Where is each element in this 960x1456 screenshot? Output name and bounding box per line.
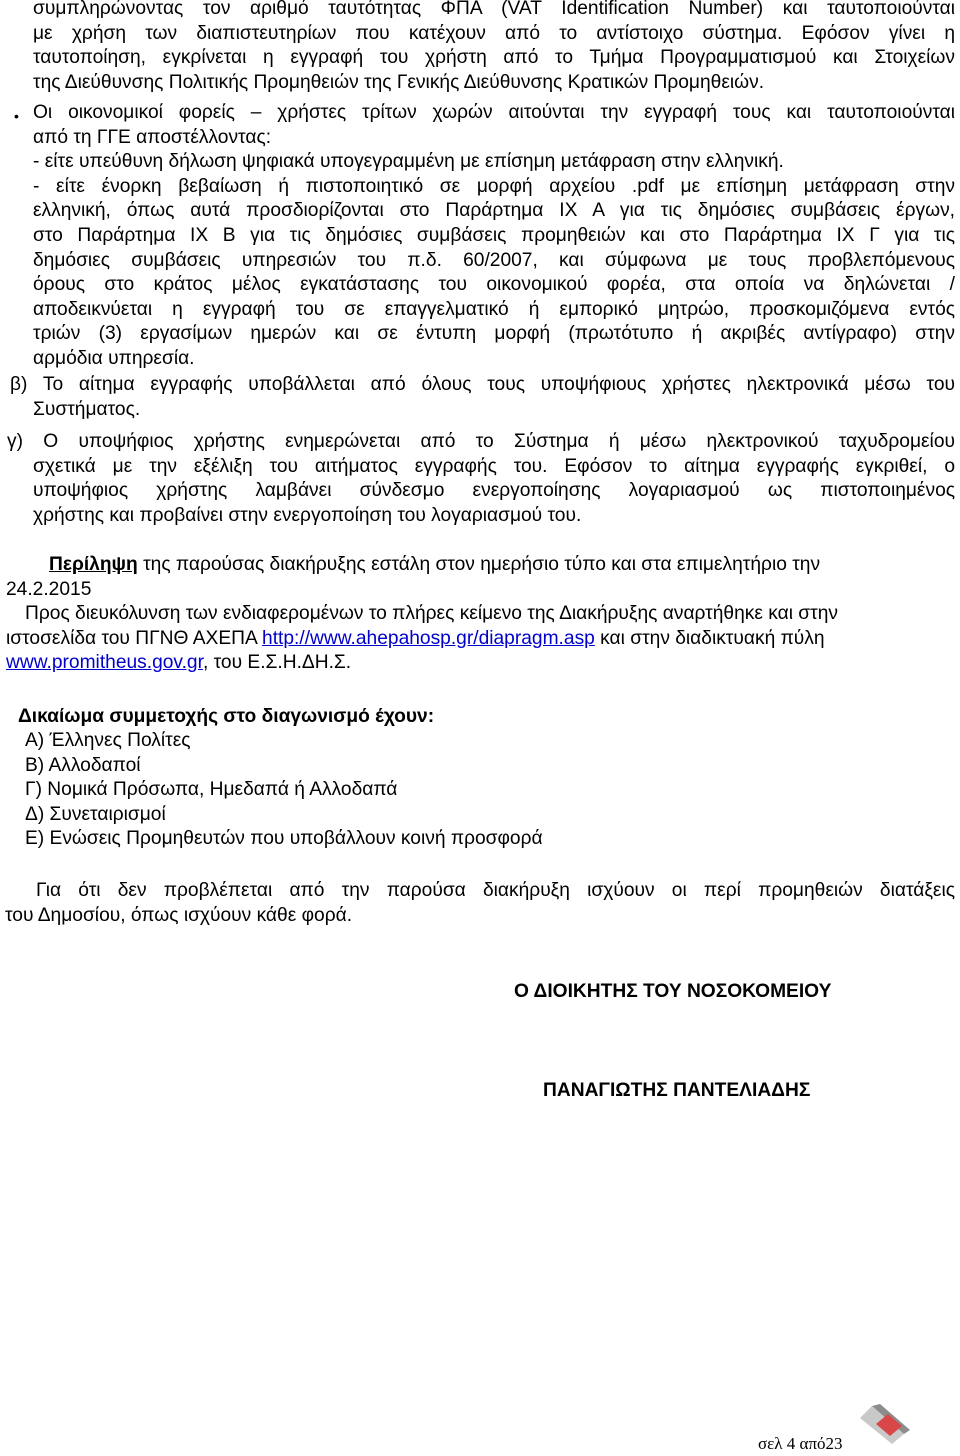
summary-line4-post: και στην διαδικτυακή πύλη [594, 627, 825, 649]
list-item: Δ) Συνεταιρισμοί [25, 803, 166, 825]
promitheus-link[interactable]: www.promitheus.gov.gr [6, 652, 203, 674]
beta-line: Συστήματος. [33, 398, 141, 420]
summary-date: 24.2.2015 [6, 578, 92, 600]
list-item: Γ) Νομικά Πρόσωπα, Ημεδαπά ή Αλλοδαπά [25, 779, 398, 801]
gamma-line: γ) Ο υποψήφιος χρήστης ενημερώνεται από το Σύστημα ή μέσω ηλεκτρονικού ταχυδρομείου [7, 431, 955, 452]
bullet-paragraph [33, 101, 955, 372]
list-item: Α) Έλληνες Πολίτες [25, 730, 191, 751]
bullet-line: δημόσιες συμβάσεις υπηρεσιών του π.δ. 60/2007, και σύμφωνα με τους προβλεπόμενους [33, 249, 955, 271]
intro-line: συμπληρώνοντας τον αριθμό ταυτότητας ΦΠΑ (VAT Identification Number) και ταυτοποιούνται [33, 0, 955, 19]
summary-line1-text: της παρούσας διακήρυξης εστάλη στον ημερήσιο τύπο και στα επιμελητήριο την [137, 554, 821, 575]
participation-block [18, 705, 918, 730]
bullet-line: ελληνική, όπως αυτά προσδιορίζονται στο Παράρτημα ΙΧ Α για τις δημόσιες συμβάσεις έργων, [33, 200, 955, 222]
gamma-line: χρήστης και προβαίνει στην ενεργοποίηση του λογαριασμού του. [33, 504, 582, 526]
list-item: Β) Αλλοδαποί [25, 754, 141, 776]
closing-line: Για ότι δεν προβλέπεται από την παρούσα διακήρυξη ισχύουν οι περί προμηθειών διατάξεις [36, 880, 955, 901]
bullet-line: από τη ΓΓΕ αποστέλλοντας: [33, 126, 272, 148]
closing-paragraph [5, 879, 955, 928]
signature-title: Ο ΔΙΟΙΚΗΤΗΣ ΤΟΥ ΝΟΣΟΚΟΜΕΙΟΥ [514, 981, 832, 1002]
bullet-icon: • [14, 108, 19, 124]
bullet-line: αποδεικνύεται η εγγραφή του σε επαγγελματικό ή εμπορικό μητρώο, προσκομιζόμενα εντός [33, 298, 955, 320]
summary-label: Περίληψη [49, 554, 138, 575]
summary-block [6, 553, 956, 676]
footer-logo-icon [856, 1404, 916, 1444]
intro-paragraph [33, 0, 955, 95]
list-item: Ε) Ενώσεις Προμηθευτών που υποβάλλουν κοινή προσφορά [25, 828, 543, 850]
bullet-line: τριών (3) εργασίμων ημερών και σε έντυπη μορφή (πρωτότυπο ή ακριβές αντίγραφο) στην [33, 323, 955, 345]
beta-paragraph [10, 373, 955, 422]
intro-line: με χρήση των διαπιστευτηρίων που κατέχουν από το αντίστοιχο σύστημα. Εφόσον γίνει η [33, 22, 955, 44]
participation-heading: Δικαίωμα συμμετοχής στο διαγωνισμό έχουν: [18, 706, 435, 727]
summary-line-5 [6, 651, 956, 676]
bullet-line: - είτε υπεύθυνη δήλωση ψηφιακά υπογεγραμμένη με επίσημη μετάφραση στην ελληνική. [33, 151, 784, 173]
page-number: σελ 4 από23 [758, 1434, 843, 1453]
gamma-line: σχετικά με την εξέλιξη του αιτήματος εγγραφής του. Εφόσον το αίτημα εγγραφής εγκριθεί, ο [33, 455, 955, 477]
gamma-paragraph [7, 430, 955, 528]
summary-line-3: Προς διευκόλυνση των ενδιαφερομένων το πλήρες κείμενο της Διακήρυξης αναρτήθηκε και στην [25, 603, 838, 625]
intro-line: της Διεύθυνσης Πολιτικής Προμηθειών της Γενικής Διεύθυνσης Κρατικών Προμηθειών. [33, 71, 765, 93]
summary-line-4 [6, 627, 956, 652]
closing-line: του Δημοσίου, όπως ισχύουν κάθε φορά. [5, 904, 353, 926]
gamma-line: υποψήφιος χρήστης λαμβάνει σύνδεσμο ενεργοποίησης λογαριασμού ως πιστοποιημένος [33, 480, 955, 502]
intro-line: ταυτοποίηση, εγκρίνεται η εγγραφή του χρήστη από το Τμήμα Προγραμματισμού και Στοιχείων [33, 47, 955, 69]
participation-list [25, 729, 925, 852]
ahepa-link[interactable]: http://www.ahepahosp.gr/diapragm.asp [262, 627, 595, 649]
bullet-line: - είτε ένορκη βεβαίωση ή πιστοποιητικό σε μορφή αρχείου .pdf με επίσημη μετάφραση στην [33, 175, 955, 197]
summary-line-1 [6, 553, 956, 578]
summary-line5-post: , του Ε.Σ.Η.ΔΗ.Σ. [202, 652, 352, 674]
summary-line4-pre: ιστοσελίδα του ΠΓΝΘ ΑΧΕΠΑ [6, 627, 263, 649]
bullet-line: όρους στο κράτος μέλος εγκατάστασης του οικονομικού φορέα, στα οποία να δηλώνεται / [33, 274, 955, 296]
bullet-line: αρμόδια υπηρεσία. [33, 347, 195, 369]
bullet-line: Οι οικονομικοί φορείς – χρήστες τρίτων χωρών αιτούνται την εγγραφή τους και ταυτοποιούνται [33, 102, 955, 123]
bullet-line: στο Παράρτημα ΙΧ Β για τις δημόσιες συμβάσεις προμηθειών και στο Παράρτημα ΙΧ Γ για τις [33, 224, 955, 246]
beta-line: β) Το αίτημα εγγραφής υποβάλλεται από όλους τους υποψήφιους χρήστες ηλεκτρονικά μέσω του [10, 374, 955, 395]
signature-name: ΠΑΝΑΓΙΩΤΗΣ ΠΑΝΤΕΛΙΑΔΗΣ [543, 1080, 811, 1101]
